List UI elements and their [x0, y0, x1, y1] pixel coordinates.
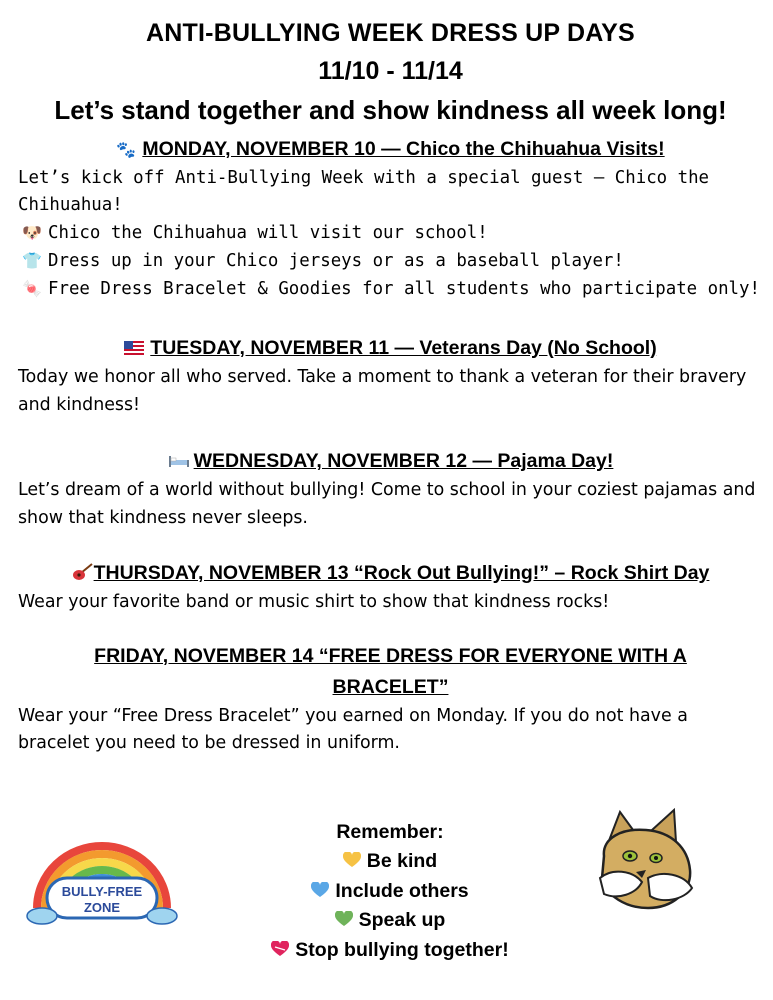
monday-heading: [18, 134, 763, 165]
page-title: ANTI-BULLYING WEEK DRESS UP DAYS: [146, 19, 635, 47]
list-item: [18, 219, 763, 247]
list-item-text: Dress up in your Chico jerseys or as a baseball player!: [48, 251, 624, 271]
yellow-heart-icon: [343, 852, 361, 868]
t-shirt-icon: 👕: [22, 251, 42, 270]
friday-body: Wear your “Free Dress Bracelet” you earned on Monday. If you do not have a bracelet you need to be dressed in uniform.: [18, 705, 688, 753]
tuesday-heading: [18, 333, 763, 364]
tuesday-section: [18, 333, 763, 419]
dog-face-icon: 🐶: [22, 223, 42, 242]
thursday-heading: [18, 558, 763, 589]
mending-heart-icon: [271, 941, 289, 957]
friday-section: [18, 641, 763, 758]
list-item: [250, 906, 530, 935]
monday-section: [18, 134, 763, 303]
bully-free-zone-logo: [22, 830, 182, 930]
list-item-text: Speak up: [358, 909, 446, 932]
thursday-section: [18, 558, 763, 617]
monday-heading-text: MONDAY, NOVEMBER 10 — Chico the Chihuahua Visits!: [142, 138, 665, 160]
guitar-icon: [72, 558, 92, 589]
list-item-text: Include others: [335, 879, 469, 902]
bed-icon: [168, 446, 188, 477]
wednesday-heading-text: WEDNESDAY, NOVEMBER 12 — Pajama Day!: [193, 450, 614, 472]
date-range: 11/10 - 11/14: [318, 57, 463, 85]
logo-line2: ZONE: [83, 900, 121, 915]
list-item: [250, 877, 530, 906]
blue-heart-icon: [311, 882, 329, 898]
remember-title: Remember:: [336, 821, 444, 843]
wednesday-body: Let’s dream of a world without bullying! Come to school in your coziest pajamas and show that kindness never sleeps.: [18, 480, 756, 528]
list-item: [250, 847, 530, 876]
green-heart-icon: [335, 911, 353, 927]
wednesday-section: [18, 446, 763, 532]
list-item-text: Stop bullying together!: [295, 938, 509, 961]
tuesday-heading-text: TUESDAY, NOVEMBER 11 — Veterans Day (No School): [150, 337, 657, 359]
wednesday-heading: [18, 446, 763, 477]
list-item: [18, 247, 763, 275]
thursday-body: Wear your favorite band or music shirt to show that kindness rocks!: [18, 592, 610, 612]
list-item: [18, 275, 763, 303]
friday-heading: FRIDAY, NOVEMBER 14 “FREE DRESS FOR EVERYONE WITH A BRACELET”: [94, 644, 687, 698]
thursday-heading-text: THURSDAY, NOVEMBER 13 “Rock Out Bullying!” – Rock Shirt Day: [93, 562, 710, 584]
monday-intro: Let’s kick off Anti-Bullying Week with a special guest — Chico the Chihuahua!: [18, 168, 710, 215]
list-item: [250, 936, 530, 965]
tuesday-body: Today we honor all who served. Take a moment to thank a veteran for their bravery and kindness!: [18, 367, 747, 415]
bobcat-mascot-logo: [592, 808, 702, 918]
list-item-text: Be kind: [366, 850, 438, 873]
list-item-text: Chico the Chihuahua will visit our school!: [48, 223, 488, 243]
paw-prints-icon: 🐾: [116, 140, 137, 159]
tagline: Let’s stand together and show kindness all week long!: [54, 95, 727, 125]
logo-line1: BULLY-FREE: [61, 884, 143, 899]
list-item-text: Free Dress Bracelet & Goodies for all students who participate only!: [48, 279, 760, 299]
candy-icon: 🍬: [22, 279, 42, 298]
remember-list: [250, 818, 530, 965]
us-flag-icon: [124, 333, 144, 364]
footer: [0, 808, 773, 998]
